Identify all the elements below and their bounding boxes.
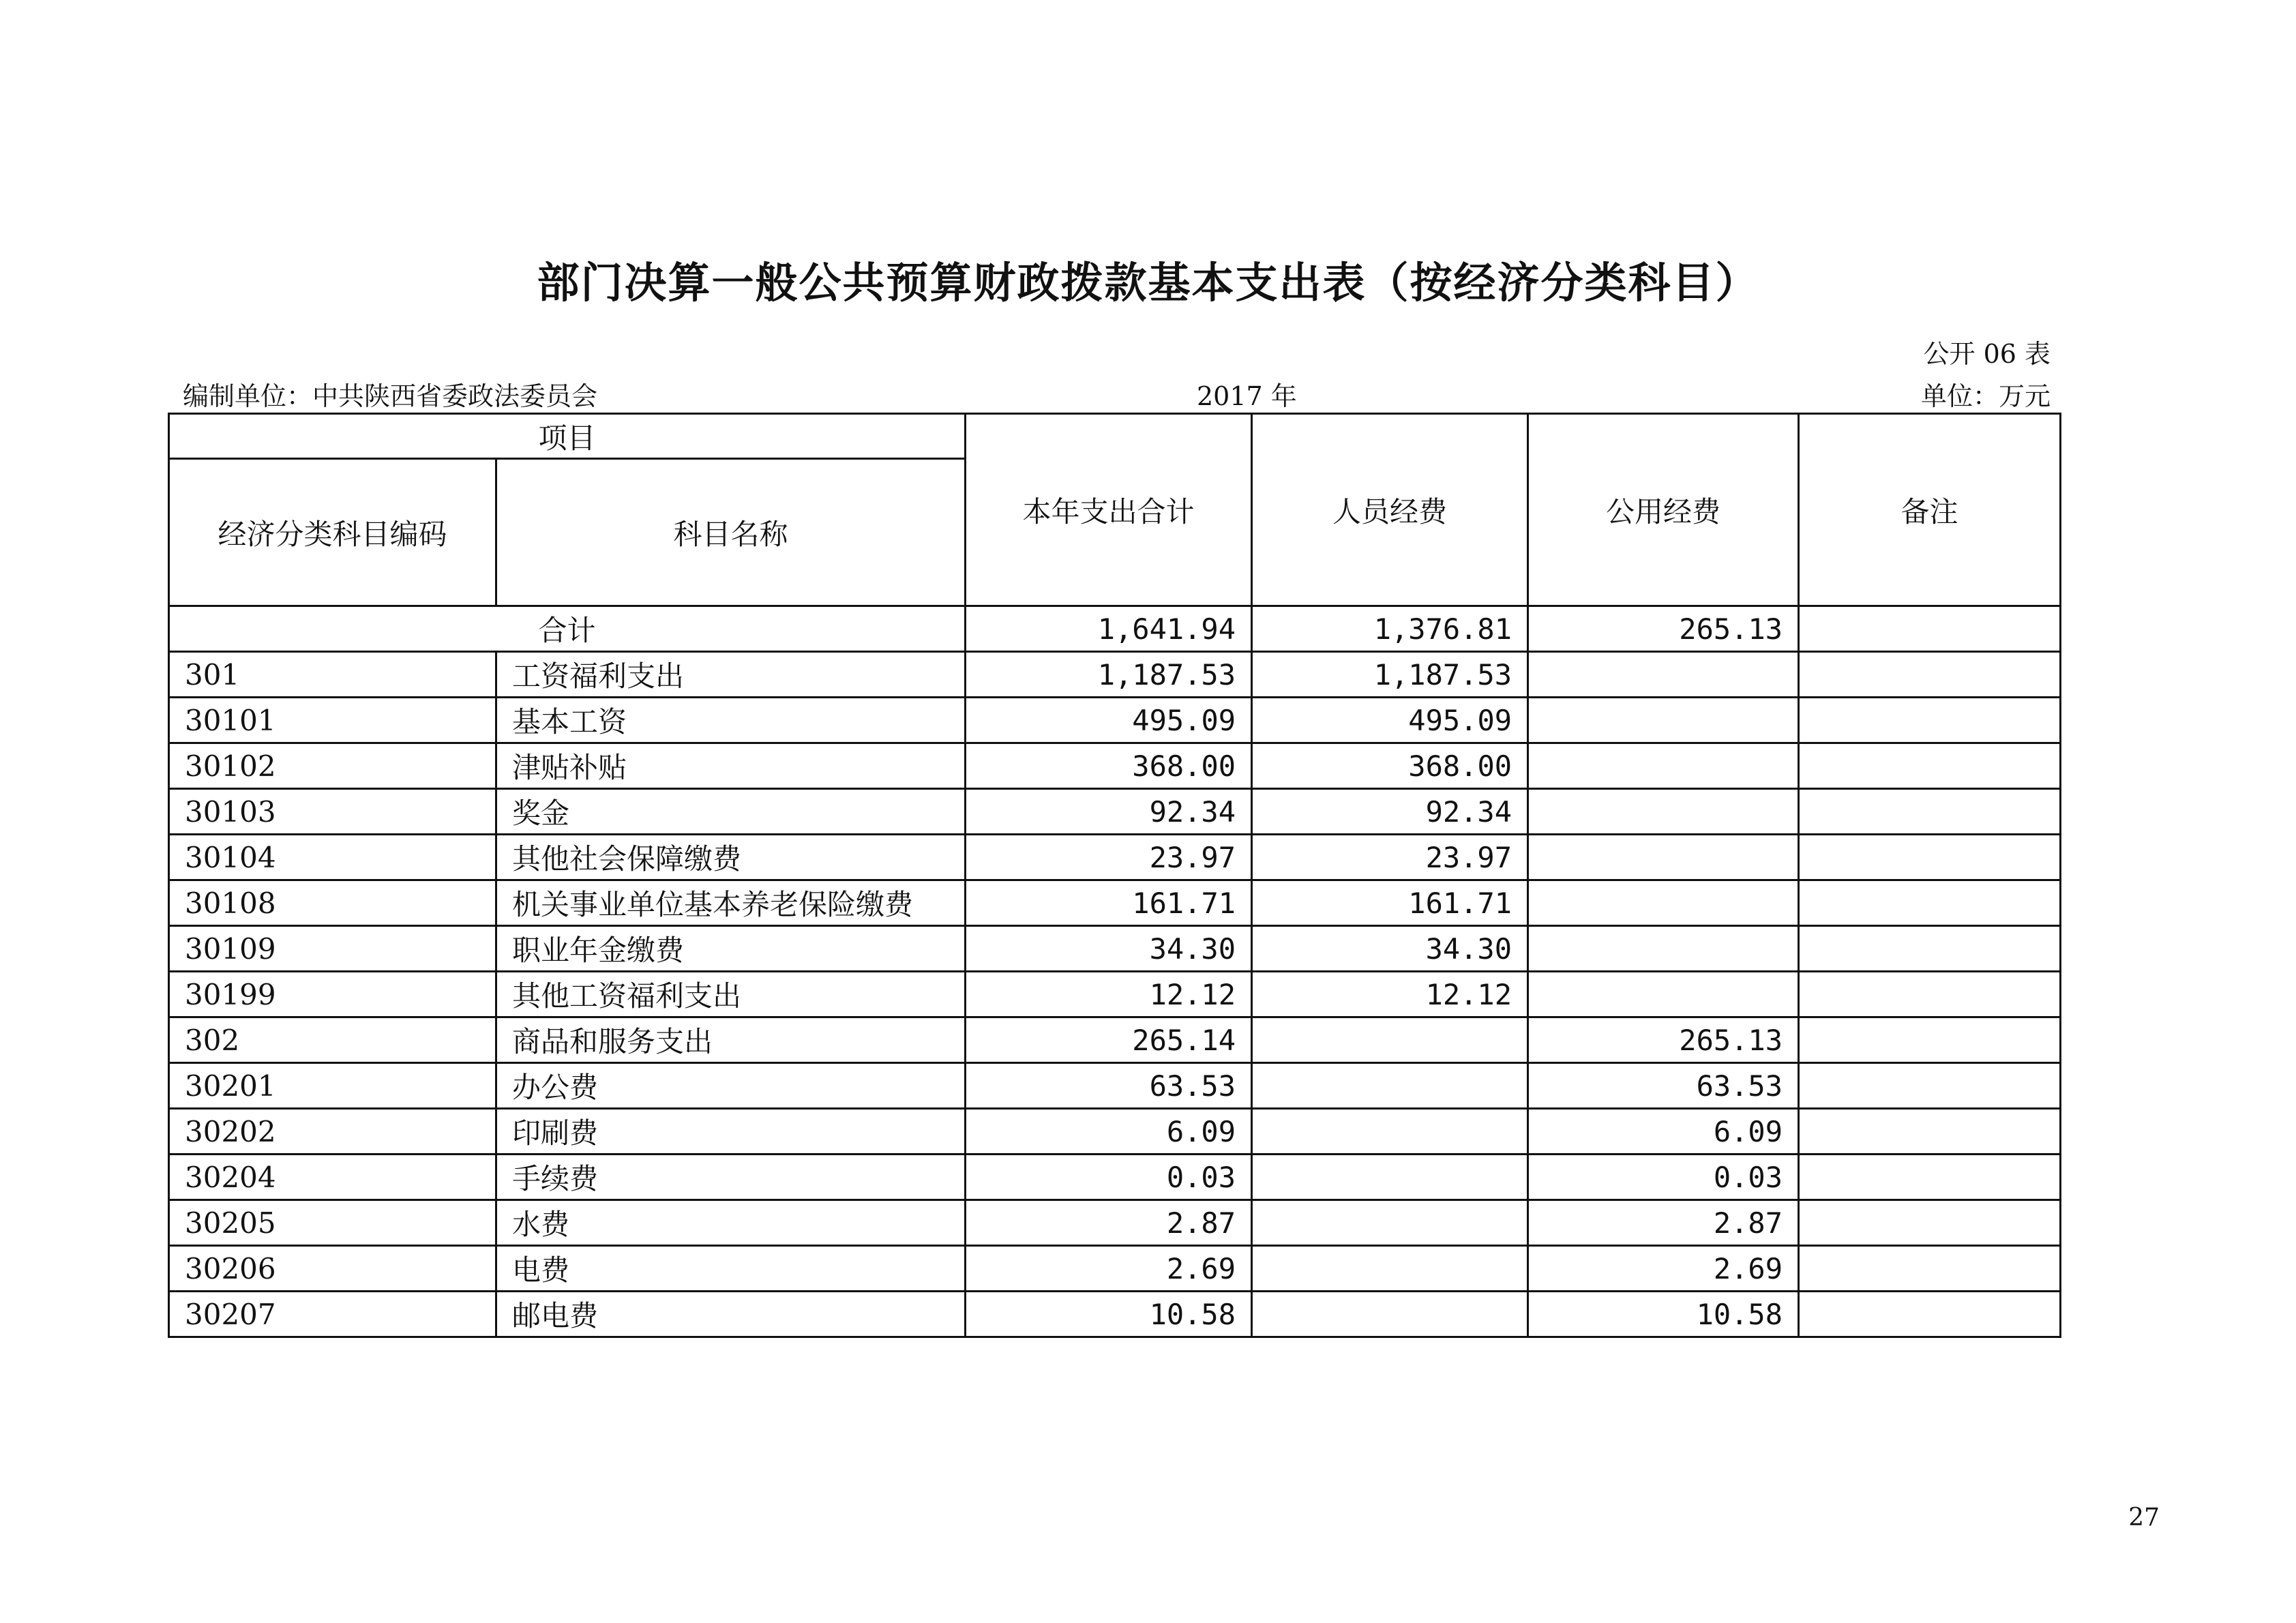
row-total: 23.97 bbox=[966, 835, 1252, 880]
row-note bbox=[1799, 880, 2061, 926]
row-personnel: 34.30 bbox=[1252, 926, 1528, 972]
row-note bbox=[1799, 743, 2061, 789]
row-personnel: 495.09 bbox=[1252, 698, 1528, 743]
row-code: 30205 bbox=[169, 1200, 496, 1246]
row-code: 30206 bbox=[169, 1246, 496, 1292]
table-row bbox=[169, 652, 2061, 698]
row-total: 2.87 bbox=[966, 1200, 1252, 1246]
table-row bbox=[169, 1155, 2061, 1200]
row-note bbox=[1799, 1292, 2061, 1337]
compiler-unit: 编制单位：中共陕西省委政法委员会 bbox=[183, 381, 598, 411]
row-note bbox=[1799, 1017, 2061, 1063]
header-item: 项目 bbox=[169, 414, 966, 459]
row-code: 30108 bbox=[169, 880, 496, 926]
row-total: 368.00 bbox=[966, 743, 1252, 789]
row-total: 92.34 bbox=[966, 789, 1252, 835]
row-public bbox=[1528, 652, 1799, 698]
row-code: 30204 bbox=[169, 1155, 496, 1200]
row-code: 30101 bbox=[169, 698, 496, 743]
row-code: 30102 bbox=[169, 743, 496, 789]
header-name: 科目名称 bbox=[496, 459, 966, 606]
row-name: 其他社会保障缴费 bbox=[496, 835, 966, 880]
table-row bbox=[169, 880, 2061, 926]
total-label: 合计 bbox=[169, 606, 966, 652]
row-public bbox=[1528, 789, 1799, 835]
page-number: 27 bbox=[2128, 1504, 2160, 1532]
header-public: 公用经费 bbox=[1528, 414, 1799, 606]
row-personnel: 368.00 bbox=[1252, 743, 1528, 789]
row-code: 30109 bbox=[169, 926, 496, 972]
row-name: 水费 bbox=[496, 1200, 966, 1246]
row-public bbox=[1528, 835, 1799, 880]
row-personnel: 1,187.53 bbox=[1252, 652, 1528, 698]
row-name: 商品和服务支出 bbox=[496, 1017, 966, 1063]
row-total: 265.14 bbox=[966, 1017, 1252, 1063]
row-note bbox=[1799, 652, 2061, 698]
table-row bbox=[169, 1292, 2061, 1337]
row-total: 161.71 bbox=[966, 880, 1252, 926]
row-public: 2.87 bbox=[1528, 1200, 1799, 1246]
row-code: 301 bbox=[169, 652, 496, 698]
total-public: 265.13 bbox=[1528, 606, 1799, 652]
row-name: 其他工资福利支出 bbox=[496, 972, 966, 1017]
row-public bbox=[1528, 698, 1799, 743]
row-personnel bbox=[1252, 1109, 1528, 1155]
row-name: 职业年金缴费 bbox=[496, 926, 966, 972]
row-code: 30199 bbox=[169, 972, 496, 1017]
row-name: 工资福利支出 bbox=[496, 652, 966, 698]
table-row bbox=[169, 926, 2061, 972]
row-total: 10.58 bbox=[966, 1292, 1252, 1337]
row-code: 30104 bbox=[169, 835, 496, 880]
expenditure-table bbox=[168, 413, 2061, 1338]
row-personnel bbox=[1252, 1200, 1528, 1246]
row-code: 30207 bbox=[169, 1292, 496, 1337]
row-personnel: 161.71 bbox=[1252, 880, 1528, 926]
row-total: 1,187.53 bbox=[966, 652, 1252, 698]
row-personnel: 92.34 bbox=[1252, 789, 1528, 835]
page-title: 部门决算一般公共预算财政拨款基本支出表（按经济分类科目） bbox=[537, 258, 1759, 308]
row-public: 2.69 bbox=[1528, 1246, 1799, 1292]
currency-unit: 单位：万元 bbox=[1920, 381, 2051, 411]
row-total: 6.09 bbox=[966, 1109, 1252, 1155]
row-note bbox=[1799, 1109, 2061, 1155]
row-note bbox=[1799, 789, 2061, 835]
row-note bbox=[1799, 698, 2061, 743]
row-note bbox=[1799, 835, 2061, 880]
row-name: 印刷费 bbox=[496, 1109, 966, 1155]
row-name: 办公费 bbox=[496, 1063, 966, 1109]
form-number: 公开 06 表 bbox=[1923, 339, 2051, 369]
row-public: 63.53 bbox=[1528, 1063, 1799, 1109]
row-note bbox=[1799, 1155, 2061, 1200]
row-total: 63.53 bbox=[966, 1063, 1252, 1109]
row-total: 34.30 bbox=[966, 926, 1252, 972]
row-note bbox=[1799, 926, 2061, 972]
row-personnel bbox=[1252, 1063, 1528, 1109]
total-total: 1,641.94 bbox=[966, 606, 1252, 652]
row-code: 30201 bbox=[169, 1063, 496, 1109]
row-code: 302 bbox=[169, 1017, 496, 1063]
total-personnel: 1,376.81 bbox=[1252, 606, 1528, 652]
row-public bbox=[1528, 743, 1799, 789]
row-public bbox=[1528, 972, 1799, 1017]
table-row bbox=[169, 972, 2061, 1017]
table-row bbox=[169, 1200, 2061, 1246]
row-name: 基本工资 bbox=[496, 698, 966, 743]
row-note bbox=[1799, 1063, 2061, 1109]
table-row bbox=[169, 1017, 2061, 1063]
row-note bbox=[1799, 1200, 2061, 1246]
row-name: 电费 bbox=[496, 1246, 966, 1292]
row-public bbox=[1528, 926, 1799, 972]
table-row bbox=[169, 1109, 2061, 1155]
row-total: 12.12 bbox=[966, 972, 1252, 1017]
total-row bbox=[169, 606, 2061, 652]
row-personnel bbox=[1252, 1017, 1528, 1063]
row-note bbox=[1799, 1246, 2061, 1292]
table-row bbox=[169, 698, 2061, 743]
row-personnel: 12.12 bbox=[1252, 972, 1528, 1017]
table-row bbox=[169, 1246, 2061, 1292]
header-note: 备注 bbox=[1799, 414, 2061, 606]
row-name: 奖金 bbox=[496, 789, 966, 835]
table-row bbox=[169, 789, 2061, 835]
total-note bbox=[1799, 606, 2061, 652]
row-name: 邮电费 bbox=[496, 1292, 966, 1337]
row-name: 手续费 bbox=[496, 1155, 966, 1200]
row-public: 265.13 bbox=[1528, 1017, 1799, 1063]
row-personnel bbox=[1252, 1246, 1528, 1292]
row-code: 30103 bbox=[169, 789, 496, 835]
row-total: 0.03 bbox=[966, 1155, 1252, 1200]
row-name: 机关事业单位基本养老保险缴费 bbox=[496, 880, 966, 926]
table-row bbox=[169, 1063, 2061, 1109]
row-public: 6.09 bbox=[1528, 1109, 1799, 1155]
header-code: 经济分类科目编码 bbox=[169, 459, 496, 606]
header-personnel: 人员经费 bbox=[1252, 414, 1528, 606]
row-public bbox=[1528, 880, 1799, 926]
header-total: 本年支出合计 bbox=[966, 414, 1252, 606]
row-public: 0.03 bbox=[1528, 1155, 1799, 1200]
row-code: 30202 bbox=[169, 1109, 496, 1155]
row-note bbox=[1799, 972, 2061, 1017]
row-name: 津贴补贴 bbox=[496, 743, 966, 789]
row-personnel: 23.97 bbox=[1252, 835, 1528, 880]
table-row bbox=[169, 835, 2061, 880]
row-total: 495.09 bbox=[966, 698, 1252, 743]
row-public: 10.58 bbox=[1528, 1292, 1799, 1337]
table-row bbox=[169, 743, 2061, 789]
row-personnel bbox=[1252, 1155, 1528, 1200]
row-personnel bbox=[1252, 1292, 1528, 1337]
row-total: 2.69 bbox=[966, 1246, 1252, 1292]
report-year: 2017 年 bbox=[1197, 381, 1297, 411]
